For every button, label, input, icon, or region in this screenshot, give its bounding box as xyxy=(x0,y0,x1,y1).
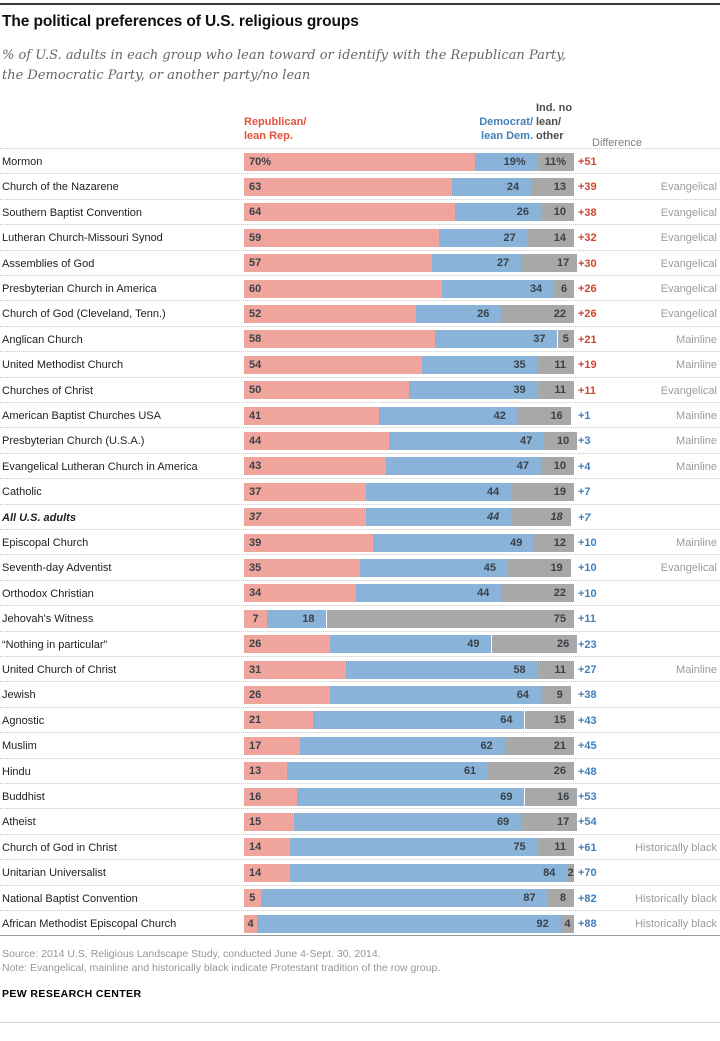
group-label: Lutheran Church-Missouri Synod xyxy=(2,232,163,245)
democrat-value-label: 18 xyxy=(302,612,315,625)
group-label: Presbyterian Church in America xyxy=(2,283,157,295)
chart-row xyxy=(0,351,720,376)
republican-value-label: 17 xyxy=(249,739,262,752)
democrat-value-label: 26 xyxy=(477,307,490,320)
democrat-value-label: 64 xyxy=(500,714,513,727)
chart-row xyxy=(0,707,720,732)
republican-value-label: 64 xyxy=(249,206,262,219)
column-header-republican xyxy=(244,115,306,143)
chart-row xyxy=(0,275,720,300)
tradition-label: Evangelical xyxy=(660,562,717,575)
chart-row xyxy=(0,402,720,427)
independent-value-label: 15 xyxy=(553,714,566,727)
democrat-value-label: 87 xyxy=(523,892,536,905)
difference-value: +3 xyxy=(578,435,591,448)
independent-value-label: 11 xyxy=(554,841,566,854)
tradition-label: Historically black xyxy=(635,841,717,854)
group-label: Mormon xyxy=(2,156,43,168)
chart-row xyxy=(0,656,720,681)
difference-value: +11 xyxy=(578,613,597,626)
independent-value-label: 22 xyxy=(553,587,566,600)
chart-row xyxy=(0,554,720,579)
difference-value: +88 xyxy=(578,918,597,930)
independent-value-label: 16 xyxy=(550,409,563,422)
difference-value: +1 xyxy=(578,410,591,422)
group-label: Atheist xyxy=(2,816,36,829)
chart-row xyxy=(0,732,720,757)
tradition-label: Historically black xyxy=(635,918,717,930)
democrat-value-label: 75 xyxy=(513,841,526,854)
republican-value-label: 5 xyxy=(249,892,256,905)
independent-value-label: 2 xyxy=(567,866,574,879)
difference-value: +48 xyxy=(578,765,597,778)
democrat-value-label: 47 xyxy=(516,460,529,473)
independent-value-label: 19 xyxy=(550,561,563,574)
democrat-value-label: 69 xyxy=(500,790,513,803)
difference-value: +27 xyxy=(578,664,597,676)
group-label: Anglican Church xyxy=(2,333,83,346)
group-label: Buddhist xyxy=(2,791,45,803)
difference-value: +53 xyxy=(578,791,597,803)
tradition-label: Evangelical xyxy=(660,181,717,194)
tradition-label: Mainline xyxy=(676,460,717,473)
chart-row xyxy=(0,377,720,402)
democrat-value-label: 61 xyxy=(463,765,477,778)
source-note: Source: 2014 U.S. Religious Landscape Study, conducted June 4-Sept. 30, 2014. xyxy=(2,948,381,960)
republican-value-label: 41 xyxy=(249,409,262,422)
democrat-value-label: 44 xyxy=(487,511,500,524)
democrat-value-label: 26 xyxy=(516,206,529,219)
democrat-value-label: 49 xyxy=(467,638,480,651)
chart-row xyxy=(0,224,720,249)
difference-value: +19 xyxy=(578,359,597,372)
difference-value: +10 xyxy=(578,537,597,549)
independent-value-label: 10 xyxy=(553,460,566,473)
independent-value-label: 75 xyxy=(553,612,566,625)
difference-value: +4 xyxy=(578,460,591,473)
democrat-value-label: 19% xyxy=(503,155,526,168)
republican-value-label: 58 xyxy=(249,333,262,346)
group-label: Unitarian Universalist xyxy=(2,867,106,880)
column-header-democrat-line-1: Democrat/ xyxy=(479,116,533,128)
tradition-label: Mainline xyxy=(676,410,717,422)
independent-value-label: 4 xyxy=(564,917,571,930)
independent-value-label: 19 xyxy=(553,485,566,498)
chart-row xyxy=(0,758,720,783)
democrat-value-label: 92 xyxy=(536,917,549,930)
difference-value: +30 xyxy=(578,257,597,270)
group-label: “Nothing in particular” xyxy=(2,638,108,651)
bottom-rule xyxy=(0,1022,720,1023)
democrat-value-label: 34 xyxy=(529,282,543,295)
democrat-value-label: 44 xyxy=(477,587,490,600)
chart-row xyxy=(0,631,720,656)
top-rule xyxy=(0,3,720,5)
democrat-value-label: 64 xyxy=(516,688,529,701)
chart-subtitle xyxy=(2,46,566,86)
republican-value-label: 52 xyxy=(249,307,262,320)
column-header-independent xyxy=(536,101,572,143)
tradition-label: Historically black xyxy=(635,892,717,905)
column-header-republican-line-1: Republican/ xyxy=(244,116,307,128)
chart-row xyxy=(0,885,720,910)
group-label: National Baptist Convention xyxy=(2,892,138,905)
group-label: United Methodist Church xyxy=(2,359,124,372)
independent-value-label: 14 xyxy=(553,231,566,244)
chart-row xyxy=(0,580,720,605)
independent-value-label: 21 xyxy=(553,739,566,752)
difference-value: +38 xyxy=(578,689,597,702)
group-label: Jewish xyxy=(2,689,36,702)
democrat-value-label: 69 xyxy=(496,815,510,828)
republican-value-label: 26 xyxy=(249,638,262,651)
column-header-democrat xyxy=(410,115,533,143)
subtitle-line-2: the Democratic Party, or another party/no lean xyxy=(2,68,311,83)
democrat-value-label: 42 xyxy=(493,409,506,422)
column-header-independent-line-2: lean/ xyxy=(536,116,562,128)
difference-value: +11 xyxy=(578,384,597,397)
independent-value-label: 22 xyxy=(553,307,566,320)
democrat-value-label: 45 xyxy=(483,561,496,574)
republican-value-label: 59 xyxy=(249,231,262,244)
chart-row xyxy=(0,148,720,173)
chart-bottom-rule xyxy=(0,935,720,936)
group-label: All U.S. adults xyxy=(2,511,76,524)
chart-row xyxy=(0,808,720,833)
difference-value: +82 xyxy=(578,892,597,905)
republican-value-label: 43 xyxy=(249,460,262,473)
tradition-label: Mainline xyxy=(676,359,717,372)
democrat-value-label: 58 xyxy=(513,663,526,676)
group-label: Agnostic xyxy=(2,714,45,727)
difference-value: +21 xyxy=(578,333,597,346)
chart-row xyxy=(0,427,720,452)
independent-value-label: 6 xyxy=(561,282,568,295)
independent-value-label: 13 xyxy=(553,180,566,193)
chart-row xyxy=(0,529,720,554)
difference-value: +38 xyxy=(578,206,597,219)
independent-value-label: 5 xyxy=(562,333,569,346)
difference-value: +45 xyxy=(578,740,597,753)
chart-row xyxy=(0,910,720,935)
chart-row xyxy=(0,300,720,325)
republican-value-label: 37 xyxy=(249,511,262,524)
tradition-label: Mainline xyxy=(676,333,717,346)
group-label: Assemblies of God xyxy=(2,257,95,270)
republican-value-label: 54 xyxy=(249,358,262,371)
republican-value-label: 70% xyxy=(249,155,272,168)
tradition-label: Mainline xyxy=(676,664,717,676)
independent-value-label: 10 xyxy=(553,206,566,219)
republican-value-label: 7 xyxy=(252,612,259,625)
difference-value: +51 xyxy=(578,156,597,168)
column-header-difference: Difference xyxy=(592,137,642,149)
difference-value: +54 xyxy=(578,816,597,829)
democrat-value-label: 27 xyxy=(503,231,516,244)
difference-value: +26 xyxy=(578,283,597,295)
column-header-democrat-line-2: lean Dem. xyxy=(481,130,533,142)
tradition-label: Mainline xyxy=(676,435,717,448)
tradition-label: Evangelical xyxy=(660,232,717,245)
group-label: Southern Baptist Convention xyxy=(2,206,143,219)
democrat-value-label: 47 xyxy=(520,434,533,447)
republican-value-label: 34 xyxy=(249,587,262,600)
group-label: Church of the Nazarene xyxy=(2,181,119,194)
page-title: The political preferences of U.S. religious groups xyxy=(2,13,359,30)
column-header-independent-line-3: other xyxy=(536,130,564,142)
republican-value-label: 15 xyxy=(249,815,262,828)
difference-value: +32 xyxy=(578,232,597,245)
pew-research-center-wordmark: PEW RESEARCH CENTER xyxy=(2,988,142,1000)
republican-value-label: 4 xyxy=(247,917,254,930)
democrat-value-label: 37 xyxy=(533,333,546,346)
difference-value: +10 xyxy=(578,587,597,600)
chart-row xyxy=(0,834,720,859)
republican-value-label: 35 xyxy=(249,561,262,574)
tradition-label: Evangelical xyxy=(660,257,717,270)
difference-value: +7 xyxy=(578,511,591,524)
difference-value: +10 xyxy=(578,562,597,575)
republican-value-label: 50 xyxy=(249,384,262,397)
difference-value: +61 xyxy=(578,841,597,854)
independent-value-label: 26 xyxy=(553,765,566,778)
chart-row xyxy=(0,859,720,884)
tradition-label: Evangelical xyxy=(660,283,717,295)
group-label: Jehovah's Witness xyxy=(2,613,94,626)
independent-value-label: 11 xyxy=(554,358,566,371)
chart-row xyxy=(0,504,720,529)
chart-rows xyxy=(0,148,720,936)
independent-value-label: 16 xyxy=(557,790,570,803)
independent-value-label: 10 xyxy=(557,434,570,447)
republican-value-label: 37 xyxy=(249,485,262,498)
difference-value: +70 xyxy=(578,867,597,880)
group-label: Orthodox Christian xyxy=(2,587,94,600)
democrat-value-label: 39 xyxy=(513,384,526,397)
difference-value: +43 xyxy=(578,714,597,727)
republican-value-label: 16 xyxy=(249,790,262,803)
chart-row xyxy=(0,453,720,478)
group-label: United Church of Christ xyxy=(2,664,117,676)
republican-value-label: 21 xyxy=(249,714,262,727)
republican-value-label: 60 xyxy=(249,282,262,295)
independent-value-label: 9 xyxy=(556,688,563,701)
group-label: Church of God in Christ xyxy=(2,841,117,854)
group-label: Presbyterian Church (U.S.A.) xyxy=(2,435,145,448)
difference-value: +7 xyxy=(578,486,591,499)
independent-value-label: 11 xyxy=(554,384,566,397)
methodology-note: Note: Evangelical, mainline and historically black indicate Protestant tradition of the row group. xyxy=(2,962,441,974)
chart-row xyxy=(0,605,720,630)
subtitle-line-1: % of U.S. adults in each group who lean toward or identify with the Republican Party, xyxy=(2,48,567,63)
tradition-label: Evangelical xyxy=(660,206,717,219)
chart-row xyxy=(0,681,720,706)
republican-value-label: 14 xyxy=(249,841,262,854)
group-label: Churches of Christ xyxy=(2,384,94,397)
difference-value: +23 xyxy=(578,638,597,651)
chart-row xyxy=(0,199,720,224)
group-label: American Baptist Churches USA xyxy=(2,410,161,422)
independent-value-label: 12 xyxy=(553,536,566,549)
democrat-value-label: 49 xyxy=(510,536,523,549)
group-label: Evangelical Lutheran Church in America xyxy=(2,460,198,473)
group-label: Hindu xyxy=(2,765,31,778)
independent-value-label: 17 xyxy=(557,815,570,828)
republican-value-label: 63 xyxy=(249,180,262,193)
column-header-republican-line-2: lean Rep. xyxy=(244,130,293,142)
independent-value-label: 26 xyxy=(557,638,570,651)
republican-value-label: 44 xyxy=(249,434,262,447)
chart-row xyxy=(0,326,720,351)
tradition-label: Evangelical xyxy=(660,308,717,321)
tradition-label: Evangelical xyxy=(660,384,717,397)
independent-value-label: 17 xyxy=(557,257,570,270)
chart-row xyxy=(0,250,720,275)
group-label: Episcopal Church xyxy=(2,537,89,549)
chart-row xyxy=(0,478,720,503)
group-label: African Methodist Episcopal Church xyxy=(2,918,177,930)
democrat-value-label: 62 xyxy=(480,739,493,752)
chart-row xyxy=(0,173,720,198)
group-label: Catholic xyxy=(2,486,42,499)
democrat-value-label: 27 xyxy=(496,257,510,270)
republican-value-label: 31 xyxy=(249,663,262,676)
independent-value-label: 18 xyxy=(550,511,563,524)
group-label: Seventh-day Adventist xyxy=(2,562,112,575)
democrat-value-label: 24 xyxy=(506,180,520,193)
tradition-label: Mainline xyxy=(676,537,717,549)
difference-value: +39 xyxy=(578,181,597,194)
difference-value: +26 xyxy=(578,308,597,321)
republican-value-label: 26 xyxy=(249,688,262,701)
group-label: Muslim xyxy=(2,740,37,753)
chart-row xyxy=(0,783,720,808)
republican-value-label: 39 xyxy=(249,536,262,549)
republican-value-label: 14 xyxy=(249,866,262,879)
republican-value-label: 57 xyxy=(249,257,262,270)
independent-value-label: 11% xyxy=(544,155,566,168)
republican-value-label: 13 xyxy=(249,765,262,778)
independent-value-label: 11 xyxy=(554,663,566,676)
democrat-value-label: 35 xyxy=(513,358,526,371)
democrat-value-label: 84 xyxy=(543,866,556,879)
group-label: Church of God (Cleveland, Tenn.) xyxy=(2,308,166,321)
democrat-value-label: 44 xyxy=(487,485,500,498)
column-header-independent-line-1: Ind. no xyxy=(536,102,573,114)
independent-value-label: 8 xyxy=(559,892,566,905)
